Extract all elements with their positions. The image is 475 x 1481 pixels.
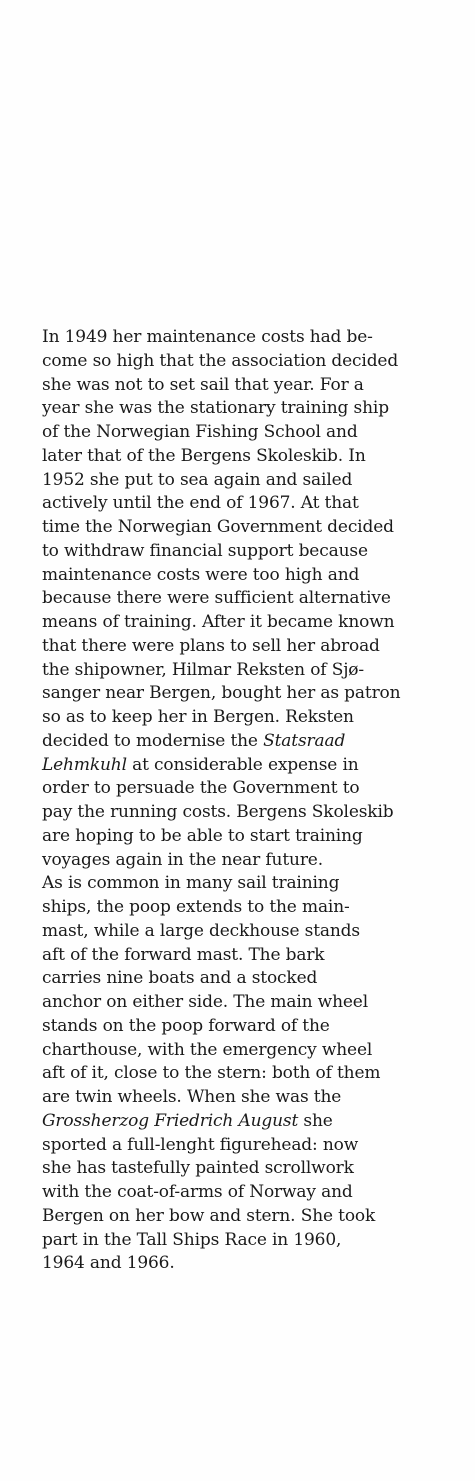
- text-line: In 1949 her maintenance costs had be-: [42, 327, 373, 347]
- text-line: 1952 she put to sea again and sailed: [42, 469, 353, 490]
- text-line: [42, 730, 462, 754]
- text-line: ships, the poop extends to the main-: [42, 897, 350, 917]
- text-line: order to persuade the Government to: [42, 778, 360, 799]
- text-line: are hoping to be able to start training: [42, 825, 363, 846]
- text-line: with the coat-of-arms of Norway and: [42, 1182, 353, 1202]
- text-line: year she was the stationary training ship: [42, 398, 389, 419]
- text-line: part in the Tall Ships Race in 1960,: [42, 1229, 342, 1250]
- text-line: stands on the poop forward of the: [42, 1015, 330, 1036]
- text-line: means of training. After it became known: [42, 612, 395, 632]
- text-line: aft of it, close to the stern: both of them: [42, 1063, 381, 1084]
- text-line: sanger near Bergen, bought her as patron: [42, 683, 401, 704]
- text-line: charthouse, with the emergency wheel: [42, 1039, 373, 1060]
- text-line: aft of the forward mast. The bark: [42, 944, 325, 965]
- ship-name-italic: Statsraad: [263, 730, 346, 751]
- text-line: maintenance costs were too high and: [42, 564, 360, 585]
- text-fragment: she: [298, 1110, 333, 1131]
- text-line: pay the running costs. Bergens Skoleskib: [42, 802, 394, 822]
- text-line: voyages again in the near future.: [42, 849, 323, 870]
- text-line: Bergen on her bow and stern. She took: [42, 1205, 376, 1226]
- text-line: later that of the Bergens Skoleskib. In: [42, 445, 366, 466]
- text-line: to withdraw financial support because: [42, 540, 368, 561]
- text-line: anchor on either side. The main wheel: [42, 992, 368, 1012]
- text-line: time the Norwegian Government decided: [42, 517, 394, 537]
- text-line: sported a full-lenght figurehead: now: [42, 1134, 359, 1155]
- text-line: so as to keep her in Bergen. Reksten: [42, 707, 354, 727]
- text-line: the shipowner, Hilmar Reksten of Sjø-: [42, 659, 364, 680]
- text-line: she was not to set sail that year. For a: [42, 374, 364, 395]
- text-line: carries nine boats and a stocked: [42, 968, 318, 989]
- text-line: 1964 and 1966.: [42, 1253, 175, 1274]
- text-line: [42, 754, 462, 778]
- ship-name-italic: Grossherzog Friedrich August: [42, 1110, 299, 1131]
- text-line: are twin wheels. When she was the: [42, 1087, 342, 1107]
- text-line: of the Norwegian Fishing School and: [42, 422, 358, 442]
- body-text: [42, 326, 462, 1276]
- text-line: mast, while a large deckhouse stands: [42, 920, 360, 941]
- text-fragment: at considerable expense in: [126, 754, 359, 775]
- text-line: come so high that the association decided: [42, 350, 399, 371]
- ship-name-italic: Lehmkuhl: [42, 754, 127, 775]
- text-line: actively until the end of 1967. At that: [42, 493, 359, 514]
- text-line: that there were plans to sell her abroad: [42, 635, 380, 656]
- text-line: As is common in many sail training: [42, 873, 340, 894]
- text-line: [42, 1110, 462, 1134]
- text-line: she has tastefully painted scrollwork: [42, 1158, 354, 1179]
- text-fragment: decided to modernise the: [42, 730, 264, 751]
- text-line: because there were sufficient alternative: [42, 588, 391, 609]
